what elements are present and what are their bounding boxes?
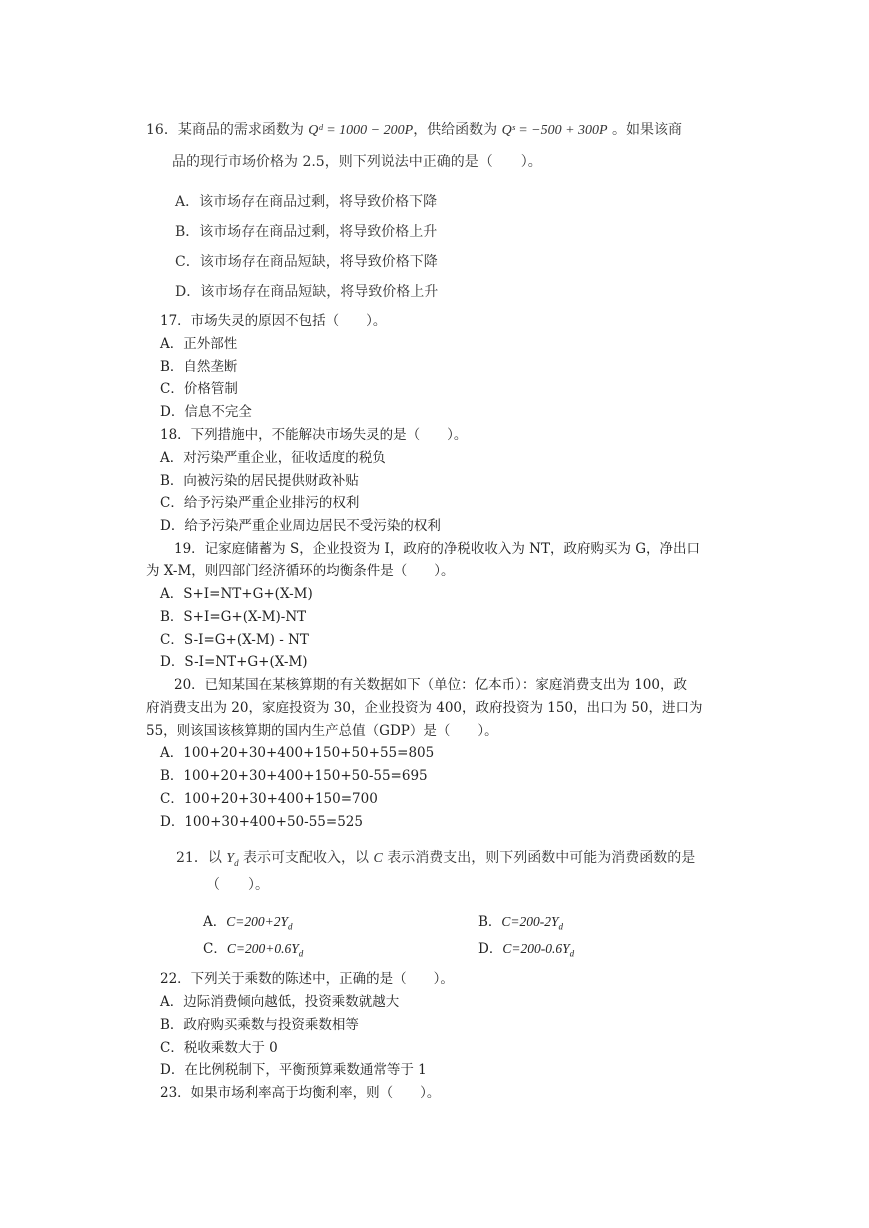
q20-option-b: B．100+20+30+400+150+50-55=695 xyxy=(160,768,428,784)
q22-option-b: B．政府购买乘数与投资乘数相等 xyxy=(160,1017,359,1033)
q21-stem-line1 xyxy=(176,849,695,868)
q17-stem: 17．市场失灵的原因不包括（ ）。 xyxy=(160,313,387,329)
q21-option-d: D．$C=200-0.6Y_d$ xyxy=(478,941,575,959)
q20-option-c: C．100+20+30+400+150=700 xyxy=(160,791,378,807)
q18-option-d: D．给予污染严重企业周边居民不受污染的权利 xyxy=(160,518,441,534)
q16-option-d: D．该市场存在商品短缺，将导致价格上升 xyxy=(175,284,439,300)
q21-option-c: C．$C=200+0.6Y_d$ xyxy=(203,941,304,959)
q19-option-a: A．S+I=NT+G+(X-M) xyxy=(160,586,313,602)
q17-option-d: D．信息不完全 xyxy=(160,404,252,420)
q16-stem-line2: 品的现行市场价格为 2.5，则下列说法中正确的是（ ）。 xyxy=(172,154,542,170)
q20-stem-line3: 55，则该国该核算期的国内生产总值（GDP）是（ ）。 xyxy=(146,723,498,739)
q19-option-c: C．S-I=G+(X-M) - NT xyxy=(160,632,309,648)
q16-number: 16． xyxy=(146,122,178,138)
q18-option-a: A．对污染严重企业，征收适度的税负 xyxy=(160,450,386,466)
q22-option-d: D．在比例税制下，平衡预算乘数通常等于 1 xyxy=(160,1062,427,1078)
q16-stem-a: 某商品的需求函数为 xyxy=(177,122,309,138)
q21-option-a: A．$C=200+2Y_d$ xyxy=(203,914,293,932)
q16-stem-b: ，供给函数为 xyxy=(413,122,502,138)
q21-stem-line2: （ ）。 xyxy=(206,877,269,893)
q19-option-b: B．S+I=G+(X-M)-NT xyxy=(160,609,307,625)
q17-option-b: B．自然垄断 xyxy=(160,359,238,375)
q22-option-c: C．税收乘数大于 0 xyxy=(160,1040,278,1056)
q20-stem-line2: 府消费支出为 20，家庭投资为 30，企业投资为 400，政府投资为 150，出口为 50，进口为 xyxy=(146,700,703,716)
q16-stem-line1 xyxy=(146,121,682,140)
q22-stem: 22．下列关于乘数的陈述中，正确的是（ ）。 xyxy=(160,971,454,987)
q16-option-c: C．该市场存在商品短缺，将导致价格下降 xyxy=(175,254,438,270)
q16-demand-formula: Qᵈ = 1000 − 200P xyxy=(308,123,414,138)
q16-option-b: B．该市场存在商品过剩，将导致价格上升 xyxy=(175,224,438,240)
q23-stem: 23．如果市场利率高于均衡利率，则（ ）。 xyxy=(160,1085,441,1101)
q21-stem-a: 以 xyxy=(207,850,227,866)
q20-option-a: A．100+20+30+400+150+50+55=805 xyxy=(160,745,435,761)
q18-option-c: C．给予污染严重企业排污的权利 xyxy=(160,495,360,511)
q22-option-a: A．边际消费倾向越低，投资乘数就越大 xyxy=(160,994,400,1010)
q21-stem-b: 表示可支配收入，以 xyxy=(238,850,374,866)
q17-option-c: C．价格管制 xyxy=(160,381,238,397)
q18-stem: 18．下列措施中，不能解决市场失灵的是（ ）。 xyxy=(160,427,468,443)
q19-stem-line1: 19．记家庭储蓄为 S，企业投资为 I，政府的净税收收入为 NT，政府购买为 G，净出口 xyxy=(174,541,701,557)
q21-stem-c: 表示消费支出，则下列函数中可能为消费函数的是 xyxy=(382,850,696,866)
q20-option-d: D．100+30+400+50-55=525 xyxy=(160,814,363,830)
q20-stem-line1: 20．已知某国在某核算期的有关数据如下（单位：亿本币）：家庭消费支出为 100，政 xyxy=(174,677,687,693)
q18-option-b: B．向被污染的居民提供财政补贴 xyxy=(160,473,359,489)
q21-c-symbol: C xyxy=(373,851,383,866)
q21-option-b: B．$C=200-2Y_d$ xyxy=(478,914,564,932)
q21-number: 21． xyxy=(176,850,208,866)
q16-stem-c: 。如果该商 xyxy=(607,122,683,138)
q16-option-a: A．该市场存在商品过剩，将导致价格下降 xyxy=(175,194,438,210)
q19-stem-line2: 为 X-M，则四部门经济循环的均衡条件是（ ）。 xyxy=(146,563,455,579)
q19-option-d: D．S-I=NT+G+(X-M) xyxy=(160,654,308,670)
q21-yd-symbol: $Y_d$ xyxy=(226,851,239,868)
q17-option-a: A．正外部性 xyxy=(160,336,238,352)
q16-supply-formula: Qˢ = −500 + 300P xyxy=(501,123,608,138)
